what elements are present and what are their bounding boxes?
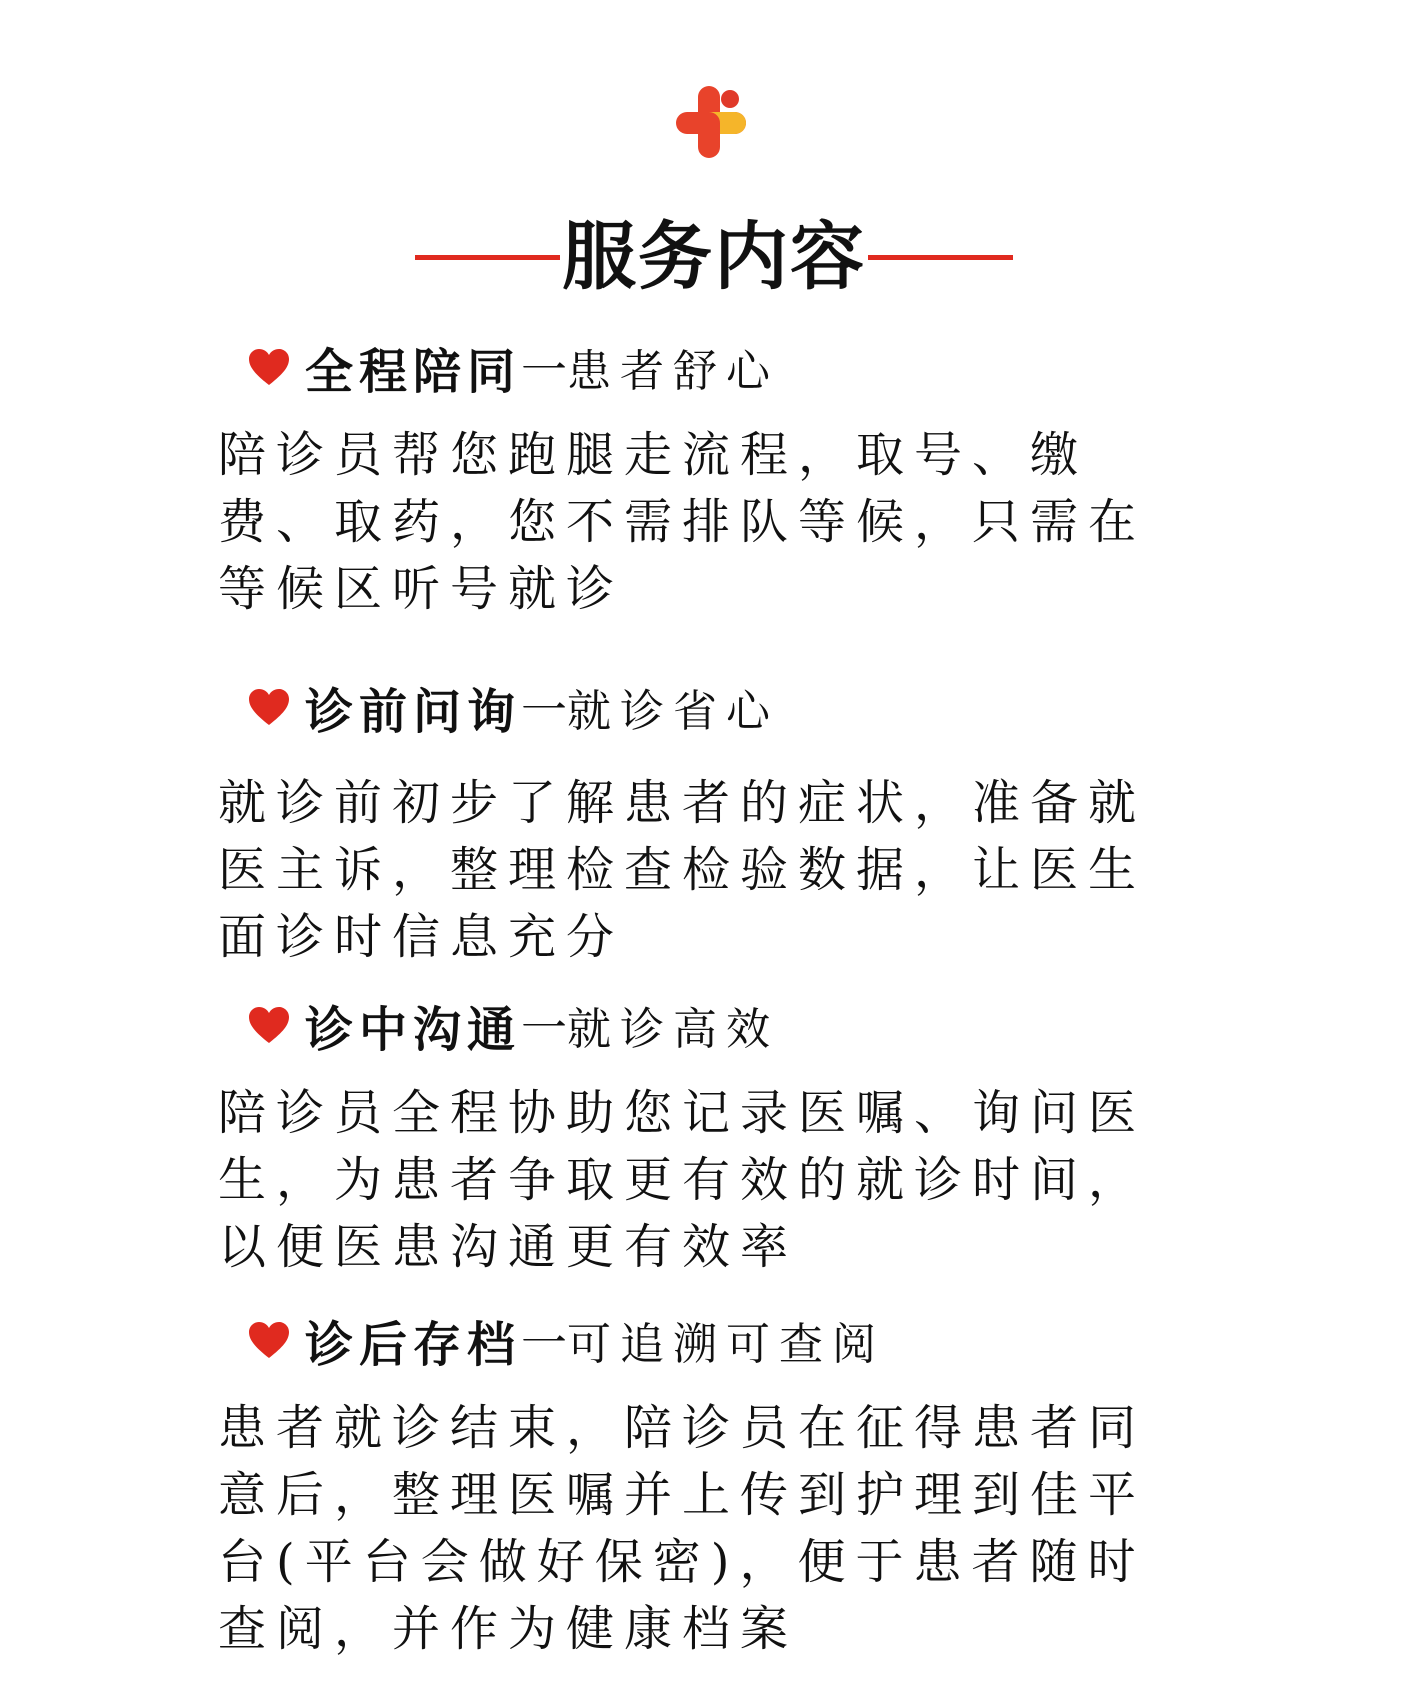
section-separator: 一 <box>521 1316 568 1370</box>
section-heading <box>247 1310 886 1373</box>
heart-icon <box>247 1005 291 1045</box>
section-separator: 一 <box>521 1001 568 1055</box>
page-title-row <box>0 212 1428 302</box>
page-title: 服务内容 <box>562 214 866 300</box>
title-decoration-right <box>868 255 1013 260</box>
heart-icon <box>247 347 291 387</box>
section-body: 陪诊员帮您跑腿走流程，取号、缴费、取药，您不需排队等候，只需在等候区听号就诊 <box>218 427 1147 617</box>
section-subtitle: 可追溯可查阅 <box>567 1319 886 1370</box>
section-title: 诊后存档 <box>305 1316 522 1373</box>
section-subtitle: 就诊省心 <box>567 686 780 737</box>
section-title: 诊中沟通 <box>305 1001 522 1058</box>
section-heading <box>247 677 780 740</box>
section-separator: 一 <box>521 683 568 737</box>
section-body: 就诊前初步了解患者的症状，准备就医主诉，整理检查检验数据，让医生面诊时信息充分 <box>218 775 1147 965</box>
heart-icon <box>247 687 291 727</box>
title-decoration-left <box>415 255 560 260</box>
section-heading <box>247 337 780 400</box>
medical-cross-logo-icon <box>672 82 752 162</box>
heart-icon <box>247 1320 291 1360</box>
section-body: 陪诊员全程协助您记录医嘱、询问医生，为患者争取更有效的就诊时间，以便医患沟通更有效率 <box>218 1085 1147 1275</box>
section-heading <box>247 995 780 1058</box>
section-subtitle: 患者舒心 <box>567 346 780 397</box>
section-body: 患者就诊结束，陪诊员在征得患者同意后，整理医嘱并上传到护理到佳平台(平台会做好保密)，便于患者随时查阅，并作为健康档案 <box>218 1400 1147 1657</box>
section-subtitle: 就诊高效 <box>567 1004 780 1055</box>
section-separator: 一 <box>521 343 568 397</box>
section-title: 诊前问询 <box>305 683 522 740</box>
section-title: 全程陪同 <box>305 343 522 400</box>
